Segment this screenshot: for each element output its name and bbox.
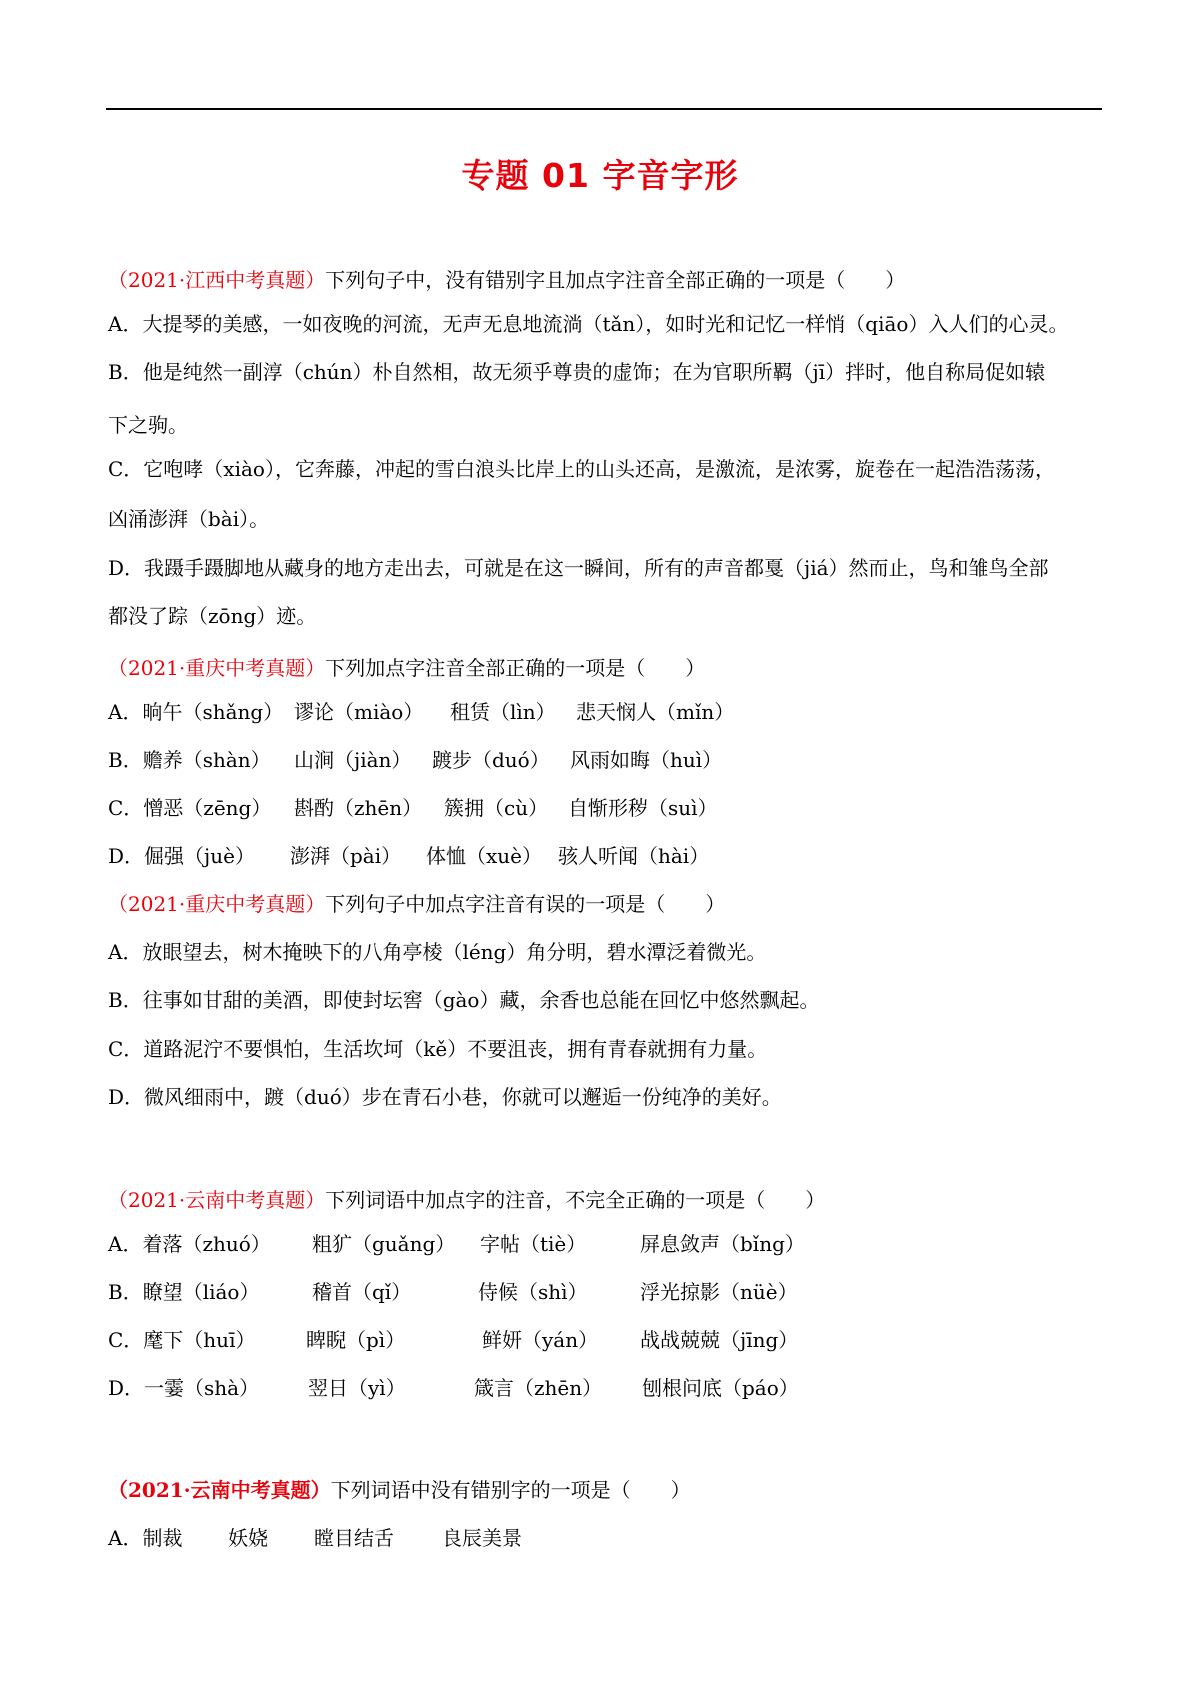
question-source: （2021·重庆中考真题） [108, 892, 326, 916]
option-cell: D．一霎（shà） [108, 1376, 260, 1400]
option-row-d [108, 841, 1008, 871]
option-cell: 悲天悯人（mǐn） [576, 700, 735, 724]
question-text: 下列句子中加点字注音有误的一项是（ ） [325, 892, 726, 916]
option-cell: 簇拥（cù） [444, 796, 549, 820]
option-a: A．放眼望去，树木掩映下的八角亭棱（léng）角分明，碧水潭泛着微光。 [108, 940, 767, 964]
question-3-stem [108, 889, 725, 919]
question-source: （2021·云南中考真题） [108, 1478, 331, 1502]
option-cell: 屏息敛声（bǐng） [640, 1232, 805, 1256]
option-row-c [108, 1325, 1008, 1355]
question-text: 下列句子中，没有错别字且加点字注音全部正确的一项是（ ） [325, 268, 906, 292]
option-c: C．道路泥泞不要惧怕，生活坎坷（kě）不要沮丧，拥有青春就拥有力量。 [108, 1037, 768, 1061]
option-c: C．它咆哮（xiào），它奔藤，冲起的雪白浪头比岸上的山头还高，是激流，是浓雾，旋卷在一起浩浩荡荡， [108, 457, 1055, 481]
question-1-stem [108, 265, 905, 295]
option-cell: 体恤（xuè） [426, 844, 542, 868]
question-2-stem [108, 653, 705, 683]
option-cell: 自惭形秽（suì） [568, 796, 718, 820]
question-4-stem [108, 1185, 825, 1215]
option-a: A．大提琴的美感，一如夜晚的河流，无声无息地流淌（tǎn），如时光和记忆一样悄（qiāo）入人们的心灵。 [108, 312, 1069, 336]
page-title: 专题 01 字音字形 [461, 156, 739, 195]
option-cell: C．憎恶（zēng） [108, 796, 272, 820]
option-c-cont: 凶涌澎湃（bài）。 [108, 507, 270, 531]
option-cell: B．赡养（shàn） [108, 748, 271, 772]
option-cell: 瞠目结舌 [314, 1526, 394, 1550]
option-cell: 睥睨（pì） [306, 1328, 406, 1352]
option-cell: 踱步（duó） [432, 748, 550, 772]
question-text: 下列词语中没有错别字的一项是（ ） [330, 1478, 691, 1502]
option-cell: 风雨如晦（huì） [570, 748, 723, 772]
option-cell: 翌日（yì） [308, 1376, 406, 1400]
option-row-a [108, 1523, 1008, 1553]
option-d: D．我蹑手蹑脚地从藏身的地方走出去，可就是在这一瞬间，所有的声音都戛（jiá）然而止，鸟和雏鸟全部 [108, 556, 1049, 580]
option-cell: 山涧（jiàn） [294, 748, 412, 772]
option-cell: A．着落（zhuó） [108, 1232, 271, 1256]
option-cell: 妖娆 [228, 1526, 268, 1550]
question-text: 下列加点字注音全部正确的一项是（ ） [325, 656, 706, 680]
option-b: B．他是纯然一副淳（chún）朴自然相，故无须乎尊贵的虚饰；在为官职所羁（jī）拌时，他自称局促如辕 [108, 360, 1046, 384]
question-source: （2021·重庆中考真题） [108, 656, 326, 680]
option-d-cont: 都没了踪（zōng）迹。 [108, 604, 317, 628]
option-row-a [108, 1229, 1008, 1259]
option-cell: D．倔强（juè） [108, 844, 255, 868]
option-cell: 刨根问底（páo） [642, 1376, 799, 1400]
option-cell: 斟酌（zhēn） [294, 796, 423, 820]
option-cell: B．瞭望（liáo） [108, 1280, 260, 1304]
option-cell: 租赁（lìn） [450, 700, 556, 724]
option-row-b [108, 745, 1008, 775]
option-b-cont: 下之驹。 [108, 413, 188, 437]
question-source: （2021·云南中考真题） [108, 1188, 326, 1212]
option-row-b [108, 1277, 1008, 1307]
option-cell: 骇人听闻（hài） [558, 844, 710, 868]
option-cell: 字帖（tiè） [480, 1232, 587, 1256]
option-cell: 澎湃（pài） [290, 844, 402, 868]
option-row-d [108, 1373, 1008, 1403]
question-source: （2021·江西中考真题） [108, 268, 326, 292]
option-cell: 谬论（miào） [294, 700, 424, 724]
option-cell: 浮光掠影（nüè） [640, 1280, 798, 1304]
option-cell: 稽首（qǐ） [312, 1280, 412, 1304]
option-cell: 良辰美景 [442, 1526, 522, 1550]
option-cell: 侍候（shì） [478, 1280, 588, 1304]
question-5-stem [108, 1475, 691, 1505]
option-cell: A．制裁 [108, 1526, 183, 1550]
option-cell: 粗犷（guǎng） [312, 1232, 456, 1256]
option-cell: 战战兢兢（jīng） [640, 1328, 799, 1352]
option-cell: C．麾下（huī） [108, 1328, 256, 1352]
option-d: D．微风细雨中，踱（duó）步在青石小巷，你就可以邂逅一份纯净的美好。 [108, 1085, 782, 1109]
question-text: 下列词语中加点字的注音，不完全正确的一项是（ ） [325, 1188, 826, 1212]
option-b: B．往事如甘甜的美酒，即使封坛窖（gào）藏，余香也总能在回忆中悠然飘起。 [108, 988, 820, 1012]
option-cell: 箴言（zhēn） [474, 1376, 603, 1400]
option-cell: 鲜妍（yán） [482, 1328, 599, 1352]
header-rule [106, 108, 1102, 110]
option-cell: A．晌午（shǎng） [108, 700, 284, 724]
option-row-a [108, 697, 1008, 727]
option-row-c [108, 793, 1008, 823]
